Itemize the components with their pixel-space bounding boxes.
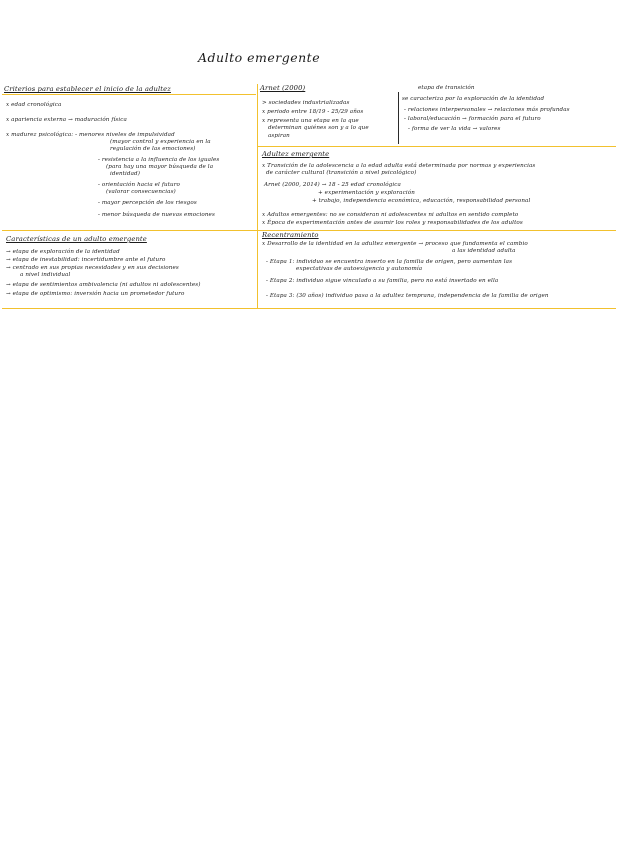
recentramiento-line: x Desarrollo de la identidad en la adultez emergente → proceso que fundamenta el cambio bbox=[262, 241, 528, 247]
caracteristicas-heading: Características de un adulto emergente bbox=[6, 235, 147, 243]
caracteristicas-line: → etapa de sentimientos ambivalencia (ni adultos ni adolescentes) bbox=[6, 282, 201, 288]
adultez-line: + trabajo, independencia económica, educación, responsabilidad personal bbox=[312, 198, 531, 204]
arnet-line: x periodo entre 18/19 - 25/29 años bbox=[262, 109, 364, 115]
criterios-line: x edad cronológica bbox=[6, 102, 62, 108]
criterios-line: (mayor control y experiencia en la bbox=[110, 139, 211, 145]
divider-vertical bbox=[257, 84, 258, 308]
criterios-line: (valorar consecuencias) bbox=[106, 189, 176, 195]
adultez-line: x Época de experimentación antes de asumir los roles y responsabilidades de los adultos bbox=[262, 220, 523, 226]
caracteristicas-line: → etapa de exploración de la identidad bbox=[6, 249, 120, 255]
criterios-heading: Criterios para establecer el inicio de la adultez bbox=[4, 85, 171, 93]
recentramiento-line: expectativas de autoexigencia y autonomía bbox=[296, 266, 423, 272]
criterios-line: x apariencia externa → maduración física bbox=[6, 117, 127, 123]
adultez-line: de carácter cultural (transición a nivel psicológico) bbox=[266, 170, 417, 176]
arnet-line: determinan quiénes son y a lo que bbox=[268, 125, 369, 131]
divider-top-left bbox=[2, 94, 256, 95]
page-title: Adulto emergente bbox=[198, 50, 321, 65]
recentramiento-line: - Etapa 2: individuo sigue vinculado a su familia, pero no está insertado en ella bbox=[266, 278, 499, 284]
adultez-line: x Transición de la adolescencia a la edad adulta está determinada por normas y experiencias bbox=[262, 163, 536, 169]
adultez-line: x Adultos emergentes: no se consideran ni adolescentes ni adultos en sentido completo bbox=[262, 212, 519, 218]
arnet-heading: Arnet (2000) bbox=[260, 84, 306, 92]
recentramiento-line: - Etapa 1: individuo se encuentra inserto en la familia de origen, pero aumentan las bbox=[266, 259, 513, 265]
adultez-line: Arnet (2000, 2014) → 18 - 25 edad cronológica bbox=[264, 182, 401, 188]
criterios-line: - orientación hacia el futuro bbox=[98, 182, 180, 188]
divider-right-mid bbox=[258, 146, 616, 147]
transicion-line: - laboral/educación → formación para el futuro bbox=[404, 116, 541, 122]
transicion-line: - forma de ver la vida → valores bbox=[408, 126, 501, 132]
divider-transicion bbox=[398, 92, 399, 144]
adultez-line: + experimentación y exploración bbox=[318, 190, 415, 196]
caracteristicas-line: → centrado en sus propias necesidades y en sus decisiones bbox=[6, 265, 179, 271]
caracteristicas-line: a nivel individual bbox=[20, 272, 71, 278]
criterios-line: regulación de las emociones) bbox=[110, 146, 196, 152]
transicion-line: se caracteriza por la exploración de la identidad bbox=[402, 96, 545, 102]
arnet-line: aspiran bbox=[268, 133, 290, 139]
transicion-heading: etapa de transición bbox=[418, 85, 475, 91]
recentramiento-line: - Etapa 3: (30 años) individuo pasa a la adultez temprana, independencia de la familia de origen bbox=[266, 293, 549, 299]
adultez-heading: Adultez emergente bbox=[262, 150, 330, 158]
criterios-line: (para hay una mayor búsqueda de la bbox=[106, 164, 214, 170]
criterios-line: - resistencia a la influencia de los iguales bbox=[98, 157, 220, 163]
criterios-line: - mayor percepción de los riesgos bbox=[98, 200, 197, 206]
criterios-line: - menor búsqueda de nuevas emociones bbox=[98, 212, 215, 218]
divider-bottom bbox=[2, 308, 616, 309]
arnet-line: > sociedades industrializadas bbox=[262, 100, 350, 106]
transicion-line: - relaciones interpersonales → relaciones más profundas bbox=[404, 107, 570, 113]
recentramiento-heading: Recentramiento bbox=[262, 231, 319, 239]
recentramiento-line: a las identidad adulta bbox=[452, 248, 516, 254]
criterios-line: identidad) bbox=[110, 171, 140, 177]
criterios-line: x madurez psicológica: - menores niveles de impulsividad bbox=[6, 132, 175, 138]
caracteristicas-line: → etapa de inestabilidad: incertidumbre ante el futuro bbox=[6, 257, 166, 263]
arnet-line: x representa una etapa en la que bbox=[262, 118, 359, 124]
caracteristicas-line: → etapa de optimismo: inversión hacia un prometedor futuro bbox=[6, 291, 185, 297]
